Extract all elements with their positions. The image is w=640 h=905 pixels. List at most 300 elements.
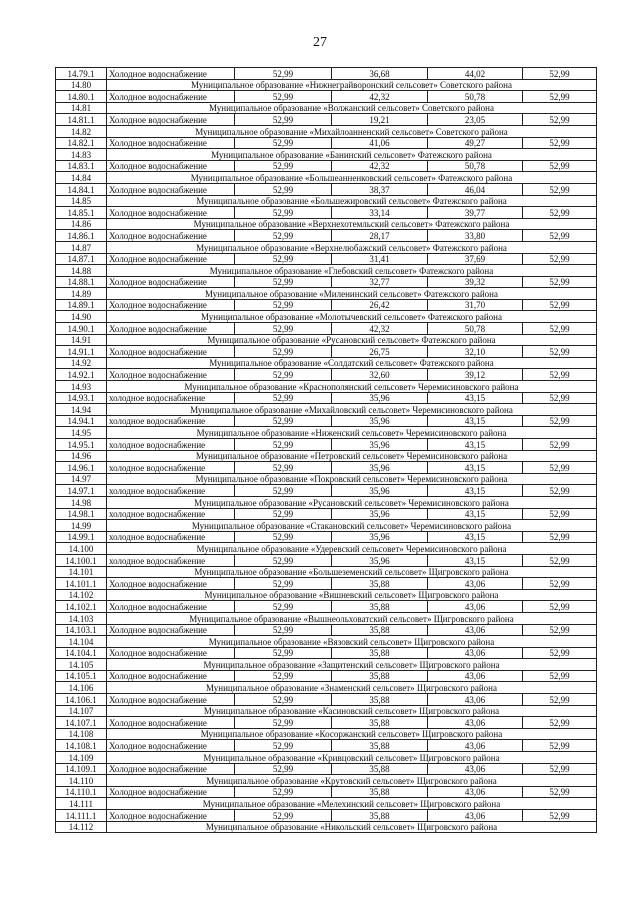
water-tariff-row xyxy=(56,485,597,497)
tariff-value-4: 52,99 xyxy=(523,137,597,149)
water-tariff-row xyxy=(56,207,597,219)
service-name: Холодное водоснабжение xyxy=(107,624,235,636)
row-number: 14.81 xyxy=(56,102,107,114)
service-name: Холодное водоснабжение xyxy=(107,670,235,682)
tariff-table-body xyxy=(56,68,597,833)
row-number: 14.87.1 xyxy=(56,253,107,265)
row-number: 14.99 xyxy=(56,520,107,532)
water-tariff-row xyxy=(56,137,597,149)
tariff-value-1: 52,99 xyxy=(235,137,332,149)
row-number: 14.101 xyxy=(56,566,107,578)
service-name: Холодное водоснабжение xyxy=(107,578,235,590)
row-number: 14.87 xyxy=(56,241,107,253)
water-tariff-row xyxy=(56,763,597,775)
row-number: 14.106.1 xyxy=(56,694,107,706)
tariff-value-2: 42,32 xyxy=(332,323,428,335)
municipality-name: Муниципальное образование «Михайловский сельсовет» Черемисиновского района xyxy=(107,404,597,416)
service-name: Холодное водоснабжение xyxy=(107,230,235,242)
water-tariff-row xyxy=(56,810,597,822)
tariff-value-2: 42,32 xyxy=(332,91,428,103)
tariff-value-1: 52,99 xyxy=(235,531,332,543)
service-name: Холодное водоснабжение xyxy=(107,323,235,335)
municipality-name: Муниципальное образование «Русановский сельсовет» Фатежского района xyxy=(107,334,597,346)
service-name: Холодное водоснабжение xyxy=(107,114,235,126)
row-number: 14.109 xyxy=(56,752,107,764)
service-name: Холодное водоснабжение xyxy=(107,717,235,729)
tariff-value-4: 52,99 xyxy=(523,230,597,242)
tariff-value-2: 35,88 xyxy=(332,810,428,822)
municipality-name: Муниципальное образование «Никольский сельсовет» Щигровского района xyxy=(107,821,597,833)
municipality-row xyxy=(56,752,597,764)
row-number: 14.108 xyxy=(56,728,107,740)
municipality-row xyxy=(56,589,597,601)
municipality-name: Муниципальное образование «Косоржанский сельсовет» Щигровского района xyxy=(107,728,597,740)
tariff-value-2: 33,14 xyxy=(332,207,428,219)
tariff-value-4: 52,99 xyxy=(523,647,597,659)
municipality-name: Муниципальное образование «Вышнеольховатский сельсовет» Щигровского района xyxy=(107,612,597,624)
tariff-value-3: 50,78 xyxy=(428,323,523,335)
water-tariff-row xyxy=(56,786,597,798)
row-number: 14.88.1 xyxy=(56,276,107,288)
service-name: Холодное водоснабжение xyxy=(107,183,235,195)
row-number: 14.93.1 xyxy=(56,392,107,404)
tariff-value-4: 52,99 xyxy=(523,253,597,265)
municipality-name: Муниципальное образование «Верхнелюбажский сельсовет» Фатежского района xyxy=(107,241,597,253)
municipality-row xyxy=(56,404,597,416)
tariff-value-4: 52,99 xyxy=(523,299,597,311)
tariff-value-2: 35,96 xyxy=(332,554,428,566)
tariff-value-1: 52,99 xyxy=(235,91,332,103)
tariff-value-3: 33,80 xyxy=(428,230,523,242)
water-tariff-row xyxy=(56,647,597,659)
tariff-value-4: 52,99 xyxy=(523,578,597,590)
municipality-name: Муниципальное образование «Вишневский сельсовет» Щигровского района xyxy=(107,589,597,601)
tariff-value-4: 52,99 xyxy=(523,810,597,822)
municipality-name: Муниципальное образование «Краснополянский сельсовет» Черемисиновского района xyxy=(107,381,597,393)
tariff-value-3: 32,10 xyxy=(428,346,523,358)
service-name: холодное водоснабжение xyxy=(107,531,235,543)
tariff-value-3: 39,77 xyxy=(428,207,523,219)
tariff-value-4: 52,99 xyxy=(523,670,597,682)
tariff-value-1: 52,99 xyxy=(235,740,332,752)
tariff-value-3: 46,04 xyxy=(428,183,523,195)
tariff-value-4: 52,99 xyxy=(523,601,597,613)
tariff-value-1: 52,99 xyxy=(235,299,332,311)
tariff-value-2: 26,75 xyxy=(332,346,428,358)
service-name: холодное водоснабжение xyxy=(107,415,235,427)
tariff-value-4: 52,99 xyxy=(523,508,597,520)
municipality-row xyxy=(56,149,597,161)
water-tariff-row xyxy=(56,346,597,358)
municipality-name: Муниципальное образование «Касиновский сельсовет» Щигровского района xyxy=(107,705,597,717)
water-tariff-row xyxy=(56,439,597,451)
tariff-value-4: 52,99 xyxy=(523,207,597,219)
municipality-row xyxy=(56,612,597,624)
row-number: 14.102.1 xyxy=(56,601,107,613)
tariff-value-4: 52,99 xyxy=(523,786,597,798)
tariff-value-1: 52,99 xyxy=(235,323,332,335)
tariff-value-1: 52,99 xyxy=(235,369,332,381)
tariff-value-3: 43,06 xyxy=(428,670,523,682)
municipality-row xyxy=(56,172,597,184)
row-number: 14.107 xyxy=(56,705,107,717)
tariff-value-3: 37,69 xyxy=(428,253,523,265)
service-name: холодное водоснабжение xyxy=(107,439,235,451)
tariff-value-3: 50,78 xyxy=(428,91,523,103)
tariff-value-3: 43,15 xyxy=(428,508,523,520)
service-name: Холодное водоснабжение xyxy=(107,276,235,288)
row-number: 14.80.1 xyxy=(56,91,107,103)
row-number: 14.82 xyxy=(56,125,107,137)
row-number: 14.98 xyxy=(56,496,107,508)
tariff-value-2: 42,32 xyxy=(332,160,428,172)
row-number: 14.88 xyxy=(56,265,107,277)
row-number: 14.86.1 xyxy=(56,230,107,242)
municipality-row xyxy=(56,682,597,694)
municipality-row xyxy=(56,79,597,91)
municipality-row xyxy=(56,636,597,648)
row-number: 14.80 xyxy=(56,79,107,91)
municipality-row xyxy=(56,496,597,508)
service-name: Холодное водоснабжение xyxy=(107,694,235,706)
tariff-value-1: 52,99 xyxy=(235,554,332,566)
tariff-value-3: 31,70 xyxy=(428,299,523,311)
tariff-value-4: 52,99 xyxy=(523,624,597,636)
row-number: 14.85 xyxy=(56,195,107,207)
tariff-value-1: 52,99 xyxy=(235,160,332,172)
row-number: 14.92 xyxy=(56,357,107,369)
service-name: Холодное водоснабжение xyxy=(107,786,235,798)
tariff-value-1: 52,99 xyxy=(235,670,332,682)
row-number: 14.84 xyxy=(56,172,107,184)
tariff-value-3: 43,06 xyxy=(428,740,523,752)
water-tariff-row xyxy=(56,230,597,242)
row-number: 14.96.1 xyxy=(56,462,107,474)
municipality-row xyxy=(56,450,597,462)
tariff-value-4: 52,99 xyxy=(523,554,597,566)
row-number: 14.79.1 xyxy=(56,68,107,80)
service-name: Холодное водоснабжение xyxy=(107,647,235,659)
tariff-value-2: 35,96 xyxy=(332,508,428,520)
row-number: 14.86 xyxy=(56,218,107,230)
tariff-value-2: 36,68 xyxy=(332,68,428,80)
tariff-value-1: 52,99 xyxy=(235,207,332,219)
row-number: 14.108.1 xyxy=(56,740,107,752)
tariff-value-3: 39,32 xyxy=(428,276,523,288)
water-tariff-row xyxy=(56,415,597,427)
service-name: Холодное водоснабжение xyxy=(107,68,235,80)
municipality-row xyxy=(56,241,597,253)
water-tariff-row xyxy=(56,531,597,543)
tariff-value-3: 23,05 xyxy=(428,114,523,126)
row-number: 14.104.1 xyxy=(56,647,107,659)
tariff-value-1: 52,99 xyxy=(235,485,332,497)
service-name: холодное водоснабжение xyxy=(107,392,235,404)
tariff-value-1: 52,99 xyxy=(235,346,332,358)
tariff-value-4: 52,99 xyxy=(523,717,597,729)
tariff-value-4: 52,99 xyxy=(523,346,597,358)
water-tariff-row xyxy=(56,160,597,172)
municipality-name: Муниципальное образование «Петровский сельсовет» Черемисиновского района xyxy=(107,450,597,462)
row-number: 14.83 xyxy=(56,149,107,161)
tariff-value-2: 35,96 xyxy=(332,485,428,497)
tariff-value-4: 52,99 xyxy=(523,68,597,80)
municipality-row xyxy=(56,543,597,555)
page-number: 27 xyxy=(313,35,327,50)
tariff-value-2: 35,88 xyxy=(332,578,428,590)
tariff-value-4: 52,99 xyxy=(523,439,597,451)
row-number: 14.98.1 xyxy=(56,508,107,520)
row-number: 14.110.1 xyxy=(56,786,107,798)
municipality-name: Муниципальное образование «Покровский сельсовет» Черемисиновского района xyxy=(107,473,597,485)
tariff-value-3: 43,06 xyxy=(428,624,523,636)
row-number: 14.107.1 xyxy=(56,717,107,729)
tariff-value-2: 35,88 xyxy=(332,647,428,659)
municipality-row xyxy=(56,520,597,532)
row-number: 14.83.1 xyxy=(56,160,107,172)
municipality-name: Муниципальное образование «Солдатский сельсовет» Фатежского района xyxy=(107,357,597,369)
municipality-name: Муниципальное образование «Русановский сельсовет» Черемисиновского района xyxy=(107,496,597,508)
municipality-name: Муниципальное образование «Волжанский сельсовет» Советского района xyxy=(107,102,597,114)
tariff-value-1: 52,99 xyxy=(235,694,332,706)
municipality-name: Муниципальное образование «Нижнеграйворонский сельсовет» Советского района xyxy=(107,79,597,91)
tariff-value-3: 43,15 xyxy=(428,485,523,497)
row-number: 14.82.1 xyxy=(56,137,107,149)
tariff-value-4: 52,99 xyxy=(523,531,597,543)
row-number: 14.85.1 xyxy=(56,207,107,219)
row-number: 14.99.1 xyxy=(56,531,107,543)
row-number: 14.109.1 xyxy=(56,763,107,775)
row-number: 14.104 xyxy=(56,636,107,648)
row-number: 14.105.1 xyxy=(56,670,107,682)
row-number: 14.94.1 xyxy=(56,415,107,427)
row-number: 14.101.1 xyxy=(56,578,107,590)
tariff-value-3: 43,06 xyxy=(428,694,523,706)
tariff-value-3: 43,15 xyxy=(428,554,523,566)
tariff-value-2: 35,96 xyxy=(332,439,428,451)
tariff-value-2: 35,96 xyxy=(332,415,428,427)
tariff-value-1: 52,99 xyxy=(235,114,332,126)
tariff-value-4: 52,99 xyxy=(523,694,597,706)
row-number: 14.97 xyxy=(56,473,107,485)
tariff-value-1: 52,99 xyxy=(235,462,332,474)
tariff-value-2: 35,88 xyxy=(332,740,428,752)
service-name: Холодное водоснабжение xyxy=(107,369,235,381)
tariff-value-1: 52,99 xyxy=(235,276,332,288)
service-name: Холодное водоснабжение xyxy=(107,253,235,265)
municipality-row xyxy=(56,102,597,114)
service-name: Холодное водоснабжение xyxy=(107,763,235,775)
tariff-value-4: 52,99 xyxy=(523,485,597,497)
service-name: холодное водоснабжение xyxy=(107,462,235,474)
municipality-row xyxy=(56,311,597,323)
service-name: Холодное водоснабжение xyxy=(107,346,235,358)
tariff-value-1: 52,99 xyxy=(235,647,332,659)
tariff-value-2: 35,88 xyxy=(332,670,428,682)
tariff-value-1: 52,99 xyxy=(235,183,332,195)
tariff-value-3: 39,12 xyxy=(428,369,523,381)
row-number: 14.96 xyxy=(56,450,107,462)
service-name: Холодное водоснабжение xyxy=(107,160,235,172)
service-name: холодное водоснабжение xyxy=(107,554,235,566)
municipality-name: Муниципальное образование «Банинский сельсовет» Фатежского района xyxy=(107,149,597,161)
tariff-value-1: 52,99 xyxy=(235,415,332,427)
tariff-value-3: 50,78 xyxy=(428,160,523,172)
municipality-row xyxy=(56,798,597,810)
municipality-name: Муниципальное образование «Мелехинский сельсовет» Щигровского района xyxy=(107,798,597,810)
water-tariff-row xyxy=(56,114,597,126)
service-name: холодное водоснабжение xyxy=(107,485,235,497)
tariff-value-2: 41,06 xyxy=(332,137,428,149)
municipality-name: Муниципальное образование «Михайлоанненский сельсовет» Советского района xyxy=(107,125,597,137)
municipality-row xyxy=(56,125,597,137)
tariff-value-2: 38,37 xyxy=(332,183,428,195)
tariff-value-4: 52,99 xyxy=(523,323,597,335)
row-number: 14.91.1 xyxy=(56,346,107,358)
row-number: 14.95 xyxy=(56,427,107,439)
row-number: 14.111.1 xyxy=(56,810,107,822)
tariff-value-1: 52,99 xyxy=(235,508,332,520)
municipality-row xyxy=(56,195,597,207)
water-tariff-row xyxy=(56,554,597,566)
tariff-value-2: 35,88 xyxy=(332,717,428,729)
tariff-value-3: 43,15 xyxy=(428,392,523,404)
tariff-value-4: 52,99 xyxy=(523,740,597,752)
water-tariff-row xyxy=(56,508,597,520)
municipality-row xyxy=(56,775,597,787)
water-tariff-row xyxy=(56,578,597,590)
tariff-value-2: 35,88 xyxy=(332,694,428,706)
tariff-value-2: 35,88 xyxy=(332,624,428,636)
row-number: 14.102 xyxy=(56,589,107,601)
tariff-value-1: 52,99 xyxy=(235,624,332,636)
municipality-name: Муниципальное образование «Большеанненковский сельсовет» Фатежского района xyxy=(107,172,597,184)
tariff-value-2: 35,96 xyxy=(332,531,428,543)
tariff-value-1: 52,99 xyxy=(235,763,332,775)
tariff-value-4: 52,99 xyxy=(523,160,597,172)
row-number: 14.89.1 xyxy=(56,299,107,311)
tariff-value-3: 49,27 xyxy=(428,137,523,149)
municipality-row xyxy=(56,357,597,369)
tariff-value-1: 52,99 xyxy=(235,68,332,80)
municipality-name: Муниципальное образование «Молотычевский сельсовет» Фатежского района xyxy=(107,311,597,323)
water-tariff-row xyxy=(56,670,597,682)
row-number: 14.93 xyxy=(56,381,107,393)
tariff-value-3: 43,06 xyxy=(428,578,523,590)
tariff-value-1: 52,99 xyxy=(235,439,332,451)
municipality-name: Муниципальное образование «Знаменский сельсовет» Щигровского района xyxy=(107,682,597,694)
tariff-value-2: 28,17 xyxy=(332,230,428,242)
tariff-value-4: 52,99 xyxy=(523,392,597,404)
municipality-name: Муниципальное образование «Вязовский сельсовет» Щигровского района xyxy=(107,636,597,648)
tariff-value-3: 43,15 xyxy=(428,439,523,451)
service-name: Холодное водоснабжение xyxy=(107,91,235,103)
municipality-row xyxy=(56,659,597,671)
tariff-value-3: 43,06 xyxy=(428,786,523,798)
municipality-name: Муниципальное образование «Стакановский сельсовет» Черемисиновского района xyxy=(107,520,597,532)
water-tariff-row xyxy=(56,183,597,195)
service-name: Холодное водоснабжение xyxy=(107,740,235,752)
row-number: 14.103.1 xyxy=(56,624,107,636)
water-tariff-row xyxy=(56,68,597,80)
service-name: холодное водоснабжение xyxy=(107,508,235,520)
municipality-row xyxy=(56,265,597,277)
tariff-value-4: 52,99 xyxy=(523,183,597,195)
tariff-value-1: 52,99 xyxy=(235,578,332,590)
tariff-value-1: 52,99 xyxy=(235,601,332,613)
municipality-row xyxy=(56,288,597,300)
water-tariff-row xyxy=(56,323,597,335)
tariff-value-2: 35,88 xyxy=(332,601,428,613)
tariff-value-3: 43,15 xyxy=(428,415,523,427)
row-number: 14.100.1 xyxy=(56,554,107,566)
service-name: Холодное водоснабжение xyxy=(107,299,235,311)
municipality-row xyxy=(56,728,597,740)
row-number: 14.95.1 xyxy=(56,439,107,451)
row-number: 14.111 xyxy=(56,798,107,810)
water-tariff-row xyxy=(56,717,597,729)
municipality-name: Муниципальное образование «Большеземенский сельсовет» Щигровского района xyxy=(107,566,597,578)
tariff-value-4: 52,99 xyxy=(523,763,597,775)
tariff-value-1: 52,99 xyxy=(235,392,332,404)
row-number: 14.90.1 xyxy=(56,323,107,335)
municipality-row xyxy=(56,381,597,393)
municipality-row xyxy=(56,821,597,833)
tariff-value-2: 26,42 xyxy=(332,299,428,311)
tariff-value-2: 35,96 xyxy=(332,462,428,474)
water-tariff-row xyxy=(56,91,597,103)
municipality-row xyxy=(56,218,597,230)
tariff-value-3: 43,15 xyxy=(428,531,523,543)
row-number: 14.100 xyxy=(56,543,107,555)
tariff-value-2: 19,21 xyxy=(332,114,428,126)
tariff-value-2: 35,88 xyxy=(332,763,428,775)
water-tariff-row xyxy=(56,392,597,404)
tariff-value-4: 52,99 xyxy=(523,276,597,288)
row-number: 14.91 xyxy=(56,334,107,346)
row-number: 14.112 xyxy=(56,821,107,833)
tariff-value-1: 52,99 xyxy=(235,717,332,729)
tariff-value-1: 52,99 xyxy=(235,253,332,265)
row-number: 14.84.1 xyxy=(56,183,107,195)
municipality-name: Муниципальное образование «Верхнехотемльский сельсовет» Фатежского района xyxy=(107,218,597,230)
tariff-value-4: 52,99 xyxy=(523,114,597,126)
row-number: 14.81.1 xyxy=(56,114,107,126)
row-number: 14.92.1 xyxy=(56,369,107,381)
municipality-row xyxy=(56,334,597,346)
municipality-row xyxy=(56,705,597,717)
service-name: Холодное водоснабжение xyxy=(107,207,235,219)
row-number: 14.94 xyxy=(56,404,107,416)
water-tariff-row xyxy=(56,624,597,636)
municipality-name: Муниципальное образование «Защитенский сельсовет» Щигровского района xyxy=(107,659,597,671)
row-number: 14.110 xyxy=(56,775,107,787)
service-name: Холодное водоснабжение xyxy=(107,137,235,149)
service-name: Холодное водоснабжение xyxy=(107,601,235,613)
tariff-value-1: 52,99 xyxy=(235,786,332,798)
water-tariff-row xyxy=(56,253,597,265)
row-number: 14.97.1 xyxy=(56,485,107,497)
municipality-name: Муниципальное образование «Большежировский сельсовет» Фатежского района xyxy=(107,195,597,207)
tariff-table xyxy=(55,67,597,833)
tariff-value-4: 52,99 xyxy=(523,91,597,103)
water-tariff-row xyxy=(56,369,597,381)
tariff-value-2: 35,96 xyxy=(332,392,428,404)
tariff-value-3: 43,06 xyxy=(428,601,523,613)
service-name: Холодное водоснабжение xyxy=(107,810,235,822)
municipality-name: Муниципальное образование «Крутовский сельсовет» Щигровского района xyxy=(107,775,597,787)
tariff-value-3: 43,06 xyxy=(428,647,523,659)
